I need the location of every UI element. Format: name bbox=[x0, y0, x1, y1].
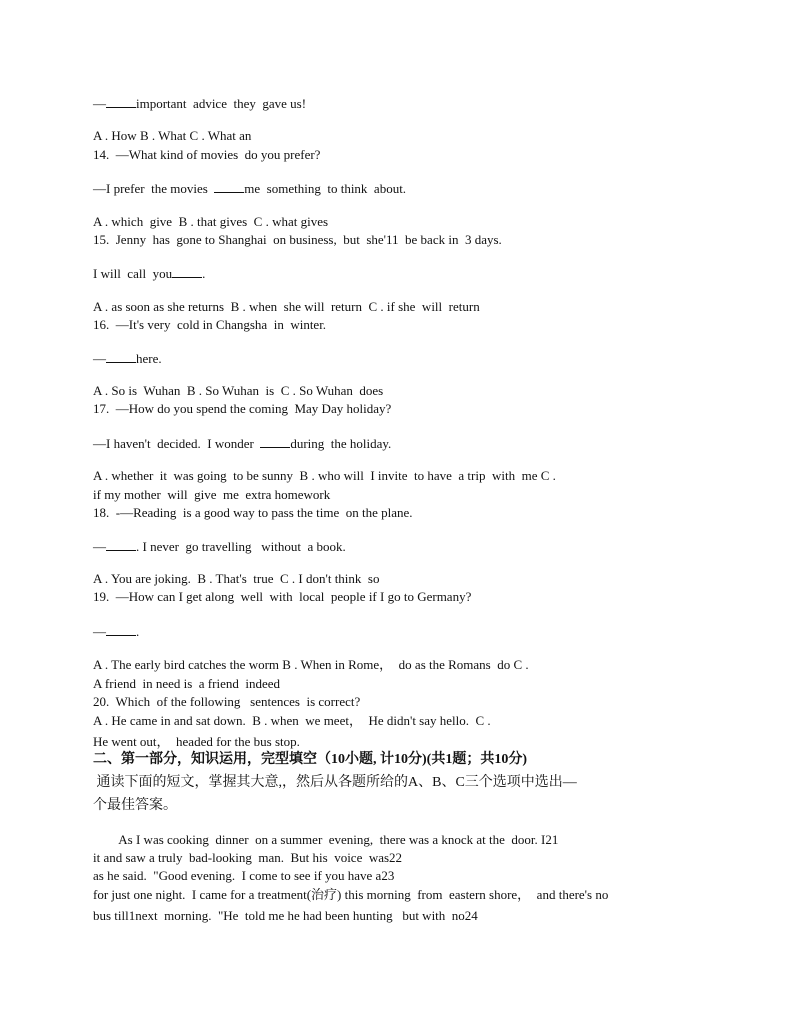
question-14-stem: —I prefer the movies me something to think about. bbox=[93, 181, 407, 196]
question-15-stem: I will call you . bbox=[93, 266, 206, 281]
question-19-stem: — . bbox=[93, 624, 140, 639]
question-20-options: A . He came in and sat down. B . when we meet， He didn't say hello. C . bbox=[93, 713, 491, 728]
answer-blank bbox=[260, 435, 290, 448]
question-15-prompt: 15. Jenny has gone to Shanghai on business, but she'11 be back in 3 days. bbox=[93, 232, 502, 247]
question-17-options: A . whether it was going to be sunny B . who will I invite to have a trip with me C . bbox=[93, 468, 556, 483]
question-17-stem: —I haven't decided. I wonder during the holiday. bbox=[93, 436, 392, 451]
section-heading: 二、第一部分，知识运用，完型填空（10小题, 计10分)(共1题；共10分) bbox=[93, 752, 527, 767]
answer-blank bbox=[106, 350, 136, 363]
section-instructions: 通读下面的短文，掌握其大意,，然后从各题所给的A、B、C三个选项中选出— bbox=[93, 775, 577, 790]
answer-blank bbox=[106, 538, 136, 551]
answer-blank bbox=[214, 180, 244, 193]
question-14-options: A . which give B . that gives C . what gives bbox=[93, 214, 329, 229]
passage-line: As I was cooking dinner on a summer evening, there was a knock at the door. I21 bbox=[93, 832, 559, 847]
section-instructions-cont: 个最佳答案。 bbox=[93, 798, 177, 813]
question-17-options-cont: if my mother will give me extra homework bbox=[93, 487, 331, 502]
question-14-prompt: 14. —What kind of movies do you prefer? bbox=[93, 147, 321, 162]
question-20-prompt: 20. Which of the following sentences is correct? bbox=[93, 694, 361, 709]
question-13-options: A . How B . What C . What an bbox=[93, 128, 252, 143]
question-18-stem: — . I never go travelling without a book. bbox=[93, 539, 346, 554]
question-15-options: A . as soon as she returns B . when she will return C . if she will return bbox=[93, 299, 480, 314]
question-19-options-cont: A friend in need is a friend indeed bbox=[93, 676, 280, 691]
passage-line: it and saw a truly bad-looking man. But his voice was22 bbox=[93, 850, 403, 865]
answer-blank bbox=[172, 265, 202, 278]
answer-blank bbox=[106, 623, 136, 636]
question-16-stem: — here. bbox=[93, 351, 162, 366]
question-18-options: A . You are joking. B . That's true C . I don't think so bbox=[93, 571, 380, 586]
question-20-options-cont: He went out， headed for the bus stop. bbox=[93, 734, 300, 749]
passage-line: as he said. "Good evening. I come to see if you have a23 bbox=[93, 868, 395, 883]
passage-line: for just one night. I came for a treatment(治疗) this morning from eastern shore， and there's no bbox=[93, 887, 609, 902]
passage-line: bus till1next morning. "He told me he had been hunting but with no24 bbox=[93, 908, 478, 923]
question-13-stem: — important advice they gave us! bbox=[93, 96, 307, 111]
question-16-prompt: 16. —It's very cold in Changsha in winter. bbox=[93, 317, 327, 332]
question-18-prompt: 18. -—Reading is a good way to pass the time on the plane. bbox=[93, 505, 413, 520]
answer-blank bbox=[106, 95, 136, 108]
question-19-options: A . The early bird catches the worm B . When in Rome， do as the Romans do C . bbox=[93, 657, 529, 672]
question-17-prompt: 17. —How do you spend the coming May Day holiday? bbox=[93, 401, 392, 416]
question-16-options: A . So is Wuhan B . So Wuhan is C . So Wuhan does bbox=[93, 383, 384, 398]
question-19-prompt: 19. —How can I get along well with local people if I go to Germany? bbox=[93, 589, 472, 604]
